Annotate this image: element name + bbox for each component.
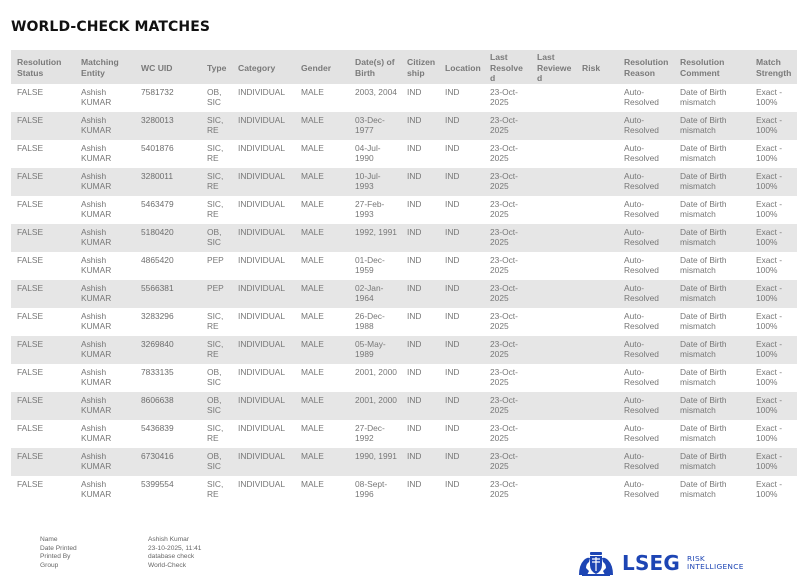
cell-resolution-reason: Auto-Resolved <box>618 336 674 364</box>
cell-dates-of-birth: 02-Jan-1964 <box>349 280 401 308</box>
cell-risk <box>576 448 618 476</box>
cell-location: IND <box>439 336 484 364</box>
logo-subtitle-line-1: RISK <box>687 554 706 563</box>
cell-category: INDIVIDUAL <box>238 254 286 265</box>
print-metadata <box>40 536 201 570</box>
cell-resolution-comment: Date of Birth mismatch <box>674 224 750 252</box>
column-header-resolution-comment: Resolution Comment <box>674 50 750 84</box>
cell-last-resolved: 23-Oct-2025 <box>484 112 531 140</box>
cell-resolution-status: FALSE <box>17 86 44 97</box>
cell-last-reviewed <box>531 84 576 112</box>
page-title: WORLD-CHECK MATCHES <box>11 19 211 35</box>
cell-risk <box>576 84 618 112</box>
cell-last-resolved: 23-Oct-2025 <box>490 142 518 163</box>
cell-last-resolved: 23-Oct-2025 <box>484 280 531 308</box>
cell-dates-of-birth: 27-Feb-1993 <box>355 198 385 219</box>
cell-resolution-comment: Date of Birth mismatch <box>674 112 750 140</box>
column-header-type: Type <box>201 50 232 84</box>
lseg-logo <box>576 549 746 577</box>
cell-citizenship: IND <box>407 254 422 265</box>
cell-wc-uid: 3280011 <box>135 168 201 196</box>
cell-gender: MALE <box>295 392 349 420</box>
cell-category: INDIVIDUAL <box>238 366 286 377</box>
metadata-row <box>40 545 201 554</box>
table-row <box>11 336 797 364</box>
table-row <box>11 196 797 224</box>
cell-resolution-status: FALSE <box>11 448 75 476</box>
cell-citizenship: IND <box>407 142 422 153</box>
cell-match-strength: Exact - 100% <box>756 478 783 499</box>
metadata-row <box>40 553 201 562</box>
cell-last-resolved: 23-Oct-2025 <box>490 310 518 331</box>
cell-category: INDIVIDUAL <box>232 280 295 308</box>
cell-type: OB, SIC <box>207 86 222 107</box>
table-row <box>11 476 797 504</box>
cell-wc-uid: 5463479 <box>141 198 174 209</box>
cell-matching-entity: Ashish KUMAR <box>81 422 112 443</box>
cell-type: PEP <box>201 280 232 308</box>
cell-wc-uid: 5399554 <box>141 478 174 489</box>
logo-subtitle <box>687 555 744 571</box>
cell-location: IND <box>439 392 484 420</box>
cell-matching-entity: Ashish KUMAR <box>75 392 135 420</box>
cell-last-resolved: 23-Oct-2025 <box>484 168 531 196</box>
cell-resolution-reason: Auto-Resolved <box>618 280 674 308</box>
column-header-citizenship: Citizenship <box>401 50 439 84</box>
cell-matching-entity: Ashish KUMAR <box>75 448 135 476</box>
cell-resolution-status: FALSE <box>11 112 75 140</box>
cell-risk <box>576 420 618 448</box>
cell-location: IND <box>439 448 484 476</box>
cell-matching-entity: Ashish KUMAR <box>81 478 112 499</box>
cell-type: SIC, RE <box>207 198 224 219</box>
cell-dates-of-birth: 03-Dec-1977 <box>349 112 401 140</box>
cell-gender: MALE <box>295 448 349 476</box>
cell-last-reviewed <box>531 364 576 392</box>
matches-table <box>11 50 797 504</box>
cell-location: IND <box>445 142 460 153</box>
table-row <box>11 448 797 476</box>
cell-resolution-comment: Date of Birth mismatch <box>674 336 750 364</box>
cell-citizenship: IND <box>407 478 422 489</box>
cell-wc-uid: 5436839 <box>141 422 174 433</box>
cell-gender: MALE <box>301 198 324 209</box>
cell-risk <box>576 168 618 196</box>
cell-dates-of-birth: 08-Sept-1996 <box>355 478 388 499</box>
cell-resolution-reason: Auto-Resolved <box>624 198 659 219</box>
cell-wc-uid: 3283296 <box>141 310 174 321</box>
table-row <box>11 364 797 392</box>
cell-dates-of-birth: 10-Jul-1993 <box>349 168 401 196</box>
cell-risk <box>576 336 618 364</box>
cell-wc-uid: 3269840 <box>135 336 201 364</box>
cell-type: OB, SIC <box>201 224 232 252</box>
cell-matching-entity: Ashish KUMAR <box>75 224 135 252</box>
logo-subtitle-line-2: INTELLIGENCE <box>687 562 744 571</box>
cell-last-reviewed <box>531 252 576 280</box>
cell-resolution-reason: Auto-Resolved <box>624 254 659 275</box>
cell-resolution-comment: Date of Birth mismatch <box>680 478 727 499</box>
cell-category: INDIVIDUAL <box>238 422 286 433</box>
cell-resolution-reason: Auto-Resolved <box>624 366 659 387</box>
cell-resolution-comment: Date of Birth mismatch <box>674 448 750 476</box>
cell-resolution-status: FALSE <box>17 198 44 209</box>
table-row <box>11 252 797 280</box>
metadata-label: Group <box>40 561 59 569</box>
cell-risk <box>576 112 618 140</box>
cell-location: IND <box>445 198 460 209</box>
cell-location: IND <box>445 478 460 489</box>
cell-category: INDIVIDUAL <box>238 478 286 489</box>
cell-risk <box>576 280 618 308</box>
cell-citizenship: IND <box>407 310 422 321</box>
cell-dates-of-birth: 2001, 2000 <box>355 366 397 377</box>
cell-last-reviewed <box>531 224 576 252</box>
cell-resolution-reason: Auto-Resolved <box>624 478 659 499</box>
cell-risk <box>576 308 618 336</box>
cell-category: INDIVIDUAL <box>232 336 295 364</box>
cell-resolution-comment: Date of Birth mismatch <box>680 198 727 219</box>
cell-resolution-status: FALSE <box>17 254 44 265</box>
cell-wc-uid: 7581732 <box>141 86 174 97</box>
cell-matching-entity: Ashish KUMAR <box>75 112 135 140</box>
cell-type: SIC, RE <box>201 168 232 196</box>
column-header-risk: Risk <box>576 50 618 84</box>
cell-location: IND <box>445 366 460 377</box>
cell-citizenship: IND <box>401 112 439 140</box>
cell-type: SIC, RE <box>207 310 224 331</box>
metadata-row <box>40 536 201 545</box>
cell-citizenship: IND <box>407 422 422 433</box>
cell-wc-uid: 6730416 <box>135 448 201 476</box>
cell-resolution-status: FALSE <box>11 336 75 364</box>
column-header-last-reviewed: Last Reviewed <box>531 50 576 84</box>
metadata-label: Name <box>40 536 58 543</box>
column-header-resolution-status: Resolution Status <box>11 50 75 84</box>
cell-type: SIC, RE <box>207 142 224 163</box>
cell-category: INDIVIDUAL <box>232 168 295 196</box>
cell-citizenship: IND <box>401 392 439 420</box>
cell-matching-entity: Ashish KUMAR <box>81 142 112 163</box>
cell-resolution-status: FALSE <box>11 224 75 252</box>
cell-risk <box>576 252 618 280</box>
table-row <box>11 308 797 336</box>
cell-location: IND <box>445 86 460 97</box>
cell-matching-entity: Ashish KUMAR <box>81 86 112 107</box>
cell-match-strength: Exact - 100% <box>756 198 783 219</box>
cell-category: INDIVIDUAL <box>232 448 295 476</box>
cell-dates-of-birth: 04-Jul-1990 <box>355 142 381 163</box>
cell-category: INDIVIDUAL <box>232 224 295 252</box>
cell-gender: MALE <box>301 254 324 265</box>
cell-resolution-comment: Date of Birth mismatch <box>680 422 727 443</box>
cell-location: IND <box>439 280 484 308</box>
cell-risk <box>576 364 618 392</box>
table-row <box>11 84 797 112</box>
cell-match-strength: Exact - 100% <box>750 336 797 364</box>
metadata-label: Date Printed <box>40 544 77 552</box>
cell-last-resolved: 23-Oct-2025 <box>484 448 531 476</box>
cell-last-reviewed <box>531 168 576 196</box>
cell-match-strength: Exact - 100% <box>756 310 783 331</box>
cell-matching-entity: Ashish KUMAR <box>81 310 112 331</box>
cell-dates-of-birth: 2001, 2000 <box>349 392 401 420</box>
cell-category: INDIVIDUAL <box>238 142 286 153</box>
cell-matching-entity: Ashish KUMAR <box>75 280 135 308</box>
cell-resolution-status: FALSE <box>17 478 44 489</box>
column-header-wc-uid: WC UID <box>135 50 201 84</box>
cell-matching-entity: Ashish KUMAR <box>81 254 112 275</box>
cell-gender: MALE <box>295 112 349 140</box>
cell-wc-uid: 3280013 <box>135 112 201 140</box>
cell-resolution-comment: Date of Birth mismatch <box>674 392 750 420</box>
cell-match-strength: Exact - 100% <box>756 86 783 107</box>
cell-match-strength: Exact - 100% <box>756 366 783 387</box>
cell-citizenship: IND <box>401 448 439 476</box>
metadata-value: database check <box>148 553 195 561</box>
column-header-dates-of-birth: Date(s) of Birth <box>349 50 401 84</box>
cell-last-reviewed <box>531 420 576 448</box>
cell-last-reviewed <box>531 280 576 308</box>
cell-resolution-reason: Auto-Resolved <box>624 142 659 163</box>
cell-resolution-reason: Auto-Resolved <box>618 448 674 476</box>
cell-category: INDIVIDUAL <box>232 392 295 420</box>
table-row <box>11 280 797 308</box>
cell-type: SIC, RE <box>207 478 224 499</box>
cell-matching-entity: Ashish KUMAR <box>75 168 135 196</box>
cell-match-strength: Exact - 100% <box>750 392 797 420</box>
cell-location: IND <box>439 112 484 140</box>
cell-resolution-comment: Date of Birth mismatch <box>680 142 727 163</box>
table-row <box>11 112 797 140</box>
cell-resolution-comment: Date of Birth mismatch <box>680 254 727 275</box>
cell-type: OB, SIC <box>201 392 232 420</box>
cell-last-reviewed <box>531 392 576 420</box>
column-header-match-strength: Match Strength <box>750 50 797 84</box>
cell-last-reviewed <box>531 196 576 224</box>
cell-location: IND <box>445 422 460 433</box>
cell-last-reviewed <box>531 308 576 336</box>
cell-match-strength: Exact - 100% <box>756 422 783 443</box>
cell-last-reviewed <box>531 448 576 476</box>
cell-last-resolved: 23-Oct-2025 <box>484 392 531 420</box>
cell-type: SIC, RE <box>201 112 232 140</box>
lion-unicorn-crest-icon <box>576 549 616 577</box>
column-header-location: Location <box>439 50 484 84</box>
cell-type: OB, SIC <box>201 448 232 476</box>
cell-last-resolved: 23-Oct-2025 <box>490 422 518 443</box>
cell-last-resolved: 23-Oct-2025 <box>490 478 518 499</box>
cell-resolution-comment: Date of Birth mismatch <box>680 310 727 331</box>
cell-citizenship: IND <box>407 198 422 209</box>
cell-type: SIC, RE <box>201 336 232 364</box>
cell-resolution-status: FALSE <box>17 422 44 433</box>
cell-resolution-reason: Auto-Resolved <box>618 168 674 196</box>
cell-gender: MALE <box>301 86 324 97</box>
cell-dates-of-birth: 05-May-1989 <box>349 336 401 364</box>
cell-last-reviewed <box>531 140 576 168</box>
cell-wc-uid: 5401876 <box>141 142 174 153</box>
cell-resolution-status: FALSE <box>11 168 75 196</box>
cell-risk <box>576 392 618 420</box>
column-header-resolution-reason: Resolution Reason <box>618 50 674 84</box>
logo-wordmark: LSEG <box>622 551 681 575</box>
cell-last-resolved: 23-Oct-2025 <box>484 224 531 252</box>
cell-last-reviewed <box>531 476 576 504</box>
cell-wc-uid: 8606638 <box>135 392 201 420</box>
column-header-category: Category <box>232 50 295 84</box>
cell-matching-entity: Ashish KUMAR <box>75 336 135 364</box>
cell-resolution-comment: Date of Birth mismatch <box>674 280 750 308</box>
cell-resolution-reason: Auto-Resolved <box>618 224 674 252</box>
cell-match-strength: Exact - 100% <box>756 254 783 275</box>
cell-matching-entity: Ashish KUMAR <box>81 366 112 387</box>
cell-dates-of-birth: 1992, 1991 <box>349 224 401 252</box>
cell-resolution-status: FALSE <box>17 142 44 153</box>
table-body <box>11 84 797 504</box>
cell-category: INDIVIDUAL <box>238 86 286 97</box>
cell-location: IND <box>445 254 460 265</box>
metadata-value: Ashish Kumar <box>148 536 190 543</box>
cell-gender: MALE <box>295 168 349 196</box>
cell-resolution-status: FALSE <box>17 310 44 321</box>
metadata-label: Printed By <box>40 553 71 561</box>
column-header-matching-entity: Matching Entity <box>75 50 135 84</box>
cell-wc-uid: 5566381 <box>135 280 201 308</box>
table-row <box>11 420 797 448</box>
cell-last-reviewed <box>531 112 576 140</box>
cell-match-strength: Exact - 100% <box>750 224 797 252</box>
cell-resolution-reason: Auto-Resolved <box>624 310 659 331</box>
cell-gender: MALE <box>301 422 324 433</box>
cell-resolution-comment: Date of Birth mismatch <box>680 366 727 387</box>
cell-resolution-status: FALSE <box>11 280 75 308</box>
table-header-row <box>11 50 797 84</box>
cell-type: OB, SIC <box>207 366 222 387</box>
cell-citizenship: IND <box>401 280 439 308</box>
cell-type: SIC, RE <box>207 422 224 443</box>
cell-gender: MALE <box>295 280 349 308</box>
cell-match-strength: Exact - 100% <box>750 280 797 308</box>
cell-risk <box>576 196 618 224</box>
cell-dates-of-birth: 1990, 1991 <box>349 448 401 476</box>
cell-citizenship: IND <box>401 224 439 252</box>
cell-wc-uid: 4865420 <box>141 254 174 265</box>
cell-location: IND <box>439 224 484 252</box>
cell-matching-entity: Ashish KUMAR <box>81 198 112 219</box>
table-row <box>11 392 797 420</box>
cell-match-strength: Exact - 100% <box>750 448 797 476</box>
cell-resolution-reason: Auto-Resolved <box>624 422 659 443</box>
cell-gender: MALE <box>301 142 324 153</box>
cell-gender: MALE <box>295 224 349 252</box>
cell-last-resolved: 23-Oct-2025 <box>490 254 518 275</box>
cell-risk <box>576 140 618 168</box>
cell-match-strength: Exact - 100% <box>756 142 783 163</box>
cell-wc-uid: 5180420 <box>135 224 201 252</box>
cell-risk <box>576 224 618 252</box>
cell-resolution-comment: Date of Birth mismatch <box>674 168 750 196</box>
metadata-value: 23-10-2025, 11:41 <box>148 544 202 552</box>
cell-dates-of-birth: 27-Dec-1992 <box>355 422 385 443</box>
cell-citizenship: IND <box>407 86 422 97</box>
cell-last-resolved: 23-Oct-2025 <box>490 198 518 219</box>
cell-category: INDIVIDUAL <box>232 112 295 140</box>
cell-risk <box>576 476 618 504</box>
cell-match-strength: Exact - 100% <box>750 168 797 196</box>
cell-type: PEP <box>207 254 224 265</box>
cell-last-resolved: 23-Oct-2025 <box>490 366 518 387</box>
metadata-row <box>40 562 201 571</box>
cell-wc-uid: 7833135 <box>141 366 174 377</box>
cell-resolution-reason: Auto-Resolved <box>618 112 674 140</box>
table-row <box>11 168 797 196</box>
cell-gender: MALE <box>301 310 324 321</box>
cell-resolution-comment: Date of Birth mismatch <box>680 86 727 107</box>
cell-resolution-status: FALSE <box>17 366 44 377</box>
cell-location: IND <box>439 168 484 196</box>
cell-dates-of-birth: 26-Dec-1988 <box>355 310 385 331</box>
cell-dates-of-birth: 2003, 2004 <box>355 86 397 97</box>
cell-resolution-status: FALSE <box>11 392 75 420</box>
cell-resolution-reason: Auto-Resolved <box>624 86 659 107</box>
cell-category: INDIVIDUAL <box>238 310 286 321</box>
metadata-value: World-Check <box>148 561 186 569</box>
cell-citizenship: IND <box>401 336 439 364</box>
cell-resolution-reason: Auto-Resolved <box>618 392 674 420</box>
table-row <box>11 224 797 252</box>
cell-last-reviewed <box>531 336 576 364</box>
cell-citizenship: IND <box>407 366 422 377</box>
cell-citizenship: IND <box>401 168 439 196</box>
cell-gender: MALE <box>301 366 324 377</box>
column-header-gender: Gender <box>295 50 349 84</box>
cell-location: IND <box>445 310 460 321</box>
cell-dates-of-birth: 01-Dec-1959 <box>355 254 385 275</box>
cell-gender: MALE <box>301 478 324 489</box>
cell-last-resolved: 23-Oct-2025 <box>484 336 531 364</box>
cell-category: INDIVIDUAL <box>238 198 286 209</box>
column-header-last-resolved: Last Resolved <box>484 50 531 84</box>
cell-match-strength: Exact - 100% <box>750 112 797 140</box>
table-row <box>11 140 797 168</box>
cell-gender: MALE <box>295 336 349 364</box>
cell-last-resolved: 23-Oct-2025 <box>490 86 518 107</box>
